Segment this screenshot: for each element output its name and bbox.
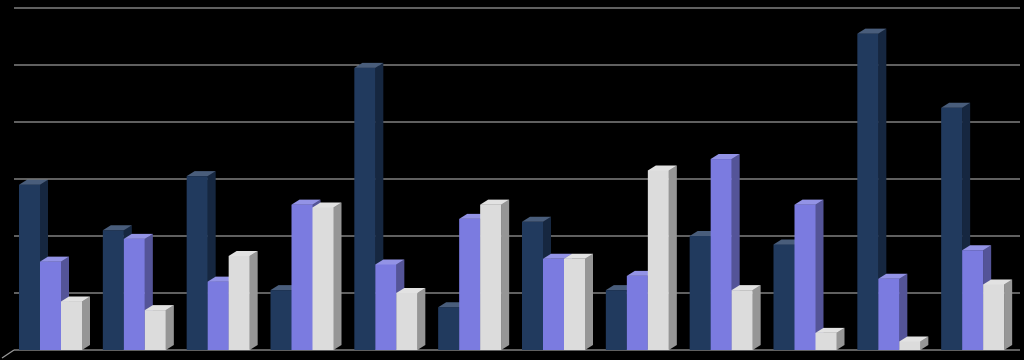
bar-series-2-cat-11 (878, 274, 907, 350)
bar-series-3-cat-9 (732, 285, 761, 350)
bar-series-3-cat-2 (145, 305, 174, 350)
bar-series-3-cat-5 (396, 288, 425, 350)
bar-series-3-cat-4 (313, 203, 342, 351)
bar-series-3-cat-12 (983, 279, 1012, 350)
bar-series-3-cat-8 (648, 165, 677, 350)
bar-series-3-cat-3 (229, 251, 258, 350)
bars (19, 29, 1012, 350)
floor-edge (2, 350, 14, 358)
bar-series-3-cat-7 (564, 254, 593, 350)
bar-series-3-cat-1 (61, 297, 90, 350)
bar-series-2-cat-10 (795, 200, 824, 350)
bar-series-3-cat-6 (480, 200, 509, 350)
bar-series-3-cat-10 (816, 328, 845, 350)
